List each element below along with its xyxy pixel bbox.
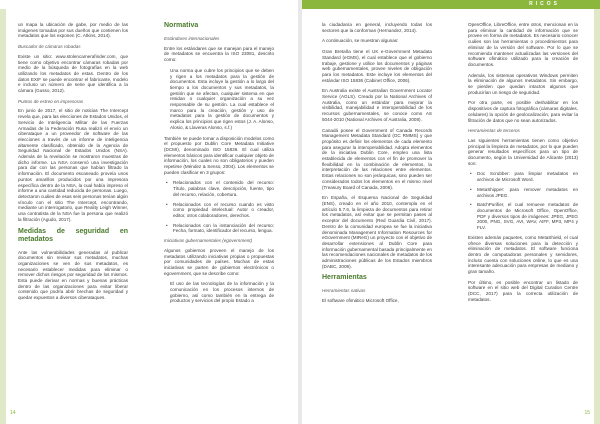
section-title: Normativa [164, 22, 199, 29]
column-1 [18, 22, 128, 306]
list-item: • MetaShipper: para remover metadatos en archivos JPEG. [468, 187, 578, 198]
paragraph: También se puede tomar a disposición modelos como el propuesto por Dublin Core Metadata Initiative (DCMI), denominado ISO 15836. El cual utiliza elementos básicos para identificar cualquier objeto de información, los cuales no son obligatorios y pueden repetirse (Méndez & Senso, 2004). Los elementos se pueden clasificar en 3 grupos: [164, 135, 274, 175]
paragraph: Además, los sistemas operativos Windows permiten la eliminación de algunos metadatos. Sin embargo, se pierden que quedan intactos algunos que producirían un riesgo de seguridad. [468, 72, 578, 95]
paragraph: un mapa la ubicación de gabe, por medio de las imágenes tomadas por sus dueños que contienen los metadatos que los exponen (C. Atkins, 2014). [18, 22, 128, 39]
subheading: Estándares internacionales [164, 36, 220, 41]
list-item: • Relacionados con el contenido del recurso: Título, palabras clave, descripción, fuente, tipo del recurso, relación, cobertura. [164, 180, 274, 197]
paragraph: En Australia existe el Australian Government Locator Service (AGLS). Creado por la National Archives of Australia, como un estándar para mejorar la visibilidad, manejabilidad e interoperabilidad de los recursos gubernamentales, se conoce como AS 5044-2010 (National Archives of Australia, 2008). [322, 88, 432, 122]
list-item: • Doc Scrubber: para limpiar metadatos en archivos de Microsoft Word. [468, 171, 578, 182]
paragraph: Canadá posee el Government of Canada Records Management Metadata Standard (GC RMMS) y que propósito es definir los elementos de cada elemento para asegurar la interoperabilidad. Adopta elementos de la iniciativa Dublin Core, empleo una lista establecida de elementos con el fin de promover la flexibilidad en la combinación de elementos, la interpretación de las relaciones entre elementos. Estas relaciones no son jerárquicas, sino pueden ser considerados todos los elementos en el mismo nivel (Treasury Board of Canada, 2006). [322, 127, 432, 190]
paragraph: Por último, es posible encontrar un listado de software en el sitio web del Digital Curation Centre (DCC, 2017) para la correcta utilización de metadatos. [468, 279, 578, 302]
subheading: Buscador de cámaras robadas [18, 44, 81, 50]
section-title: Medidas de seguridad en metadatos [18, 227, 128, 243]
header-left-segment [0, 0, 298, 9]
column-4 [468, 22, 578, 308]
paragraph: Las siguientes herramientas tienen como objetivo principal la limpieza de metadatos, por lo que pueden generar resultados específicos para un tipo de documento, según la Universidad de Alicante (2013) son: [468, 137, 578, 166]
paragraph: El software ofimático Microsoft Office, [322, 298, 399, 304]
page-gutter [298, 0, 302, 424]
subheading: Iniciativas gubernamentales (egovernment) [164, 238, 253, 244]
section-title: Herramientas [322, 274, 367, 282]
paragraph: Existen además paquetes, como MetaShield, el cual ofrece diversas soluciones para la detección y eliminación de metadatos. El software funciona dentro de computadoras personales y servidores, incluso cuenta con soluciones online, lo que es una interesante adecuación para empresas de mediano y gran tamaño. [468, 234, 578, 275]
paragraph: Algunos gobiernos proveen el manejo de los metadatos utilizando iniciativas propias o propuestas por comunidades de países. Muchas de estas iniciativas se parten de gobiernos electrónicos o egovernment, que se describe como: [164, 247, 274, 276]
block-quote: El uso de las tecnologías de la información y la comunicación en los procesos internos de gobierno, así como también en la entrega de productos y servicios del propio Estado a [170, 281, 274, 304]
list-item: • Relacionados con la instanciación del recurso: Fecha, formato, identificador del recurso, lengua. [164, 223, 274, 234]
list-item: • Relacionados con el recurso cuando es visto como propiedad intelectual: Autor o creador, editor, otros colaboradores, derechos. [164, 202, 274, 219]
page-number-right: 15 [584, 410, 590, 416]
list-item: • BatchPurifier, el cual remueve metadatos de documentos de Microsoft Office, OpenOffice, PDF y diversos tipos de imágenes: JPEG, JPEG 2000, PNG, SVG, AVI, WAV, AIFF, MP3, MP4 y FLV. [468, 202, 578, 231]
paragraph: Ante las vulnerabilidades generadas al publicar documentos sin revisar sus metadatos, muchas organizaciones se ven de sus metadatos, es necesario establecer medidas para eliminar o remover dichos riesgos por seguridad de los mismos. Esta puede derivar en normas y buenas prácticas dentro de las organizaciones para evitar liberar contenido que podría abrir brechas de seguridad y quedar expuestos a diversos ciberataques. [18, 249, 128, 301]
subheading: Herramientas de terceros [468, 128, 520, 134]
column-3 [322, 22, 432, 309]
paragraph: Gran Bretaña tiene el UK e-Government Metadata Standard (eGMS), el cual establece que el gobierno trabaje, gestione y utilice los documentos y páginas web gubernamentales, provee niveles de obligación para los metadatos. Este incluye los elementos del estándar ISO 15836 (Cabinet Office, 2006). [322, 49, 432, 83]
paragraph: la ciudadanía en general, incluyendo todas los sectores que la conforman (Hernandez, 2014). [322, 22, 432, 33]
paragraph: Por otra parte, es posible deshabilitar en los dispositivos de captura fotográfica (cámaras digitales, celulares) la opción de geolocalización, para evitar la filtración de datos que no sean autorizados. [468, 100, 578, 123]
subheading: Herramientas nativas [322, 288, 366, 294]
page-number-left: 14 [10, 410, 16, 416]
right-margin-band [594, 9, 600, 424]
column-2 [164, 22, 274, 309]
paragraph: A continuación, se muestran algunas: [322, 38, 399, 44]
subheading: Puntos de estreo en impresoras [18, 98, 84, 104]
section-header-label: RICOS [529, 1, 560, 7]
paragraph: OpenOffice, LibreOffice, entre otros, mencionan en la para eliminar la cantidad de información que se provee en forma de metadatos. Es necesario conocer cuáles son las herramientas o procedimientos para eliminar de la versión del software. Por lo que se recomienda mantener actualizadas las versiones del software ofimático utilizado para la creación de documentos. [468, 22, 578, 67]
paragraph: En España, el Esquema Nacional de Seguridad (ENS), creado en el año 2010, contempla en el artículo 5.7.6, la limpieza de documentos para retirar los metadatos, así evitar que se permitan pases al exceptor del documento (Red Guardia Civil, 2017). Dentro de la comunidad europea se fue la iniciativa denominada Management Information Resources for eGovernment (MIReG) un proyecto con el objetivo de desarrollar extensiones al Dublin Core para información gubernamental basada principalmente en las recomendaciones nacionales de metadatos de los administraciones públicas de los Estados miembros (DABC, 2009). [322, 195, 432, 269]
left-margin-band [0, 9, 6, 424]
paragraph: En junio de 2017, el sitio de noticias The Intercept revela que, para las elecciones de Estados Unidos, el Servicio de Inteligencia Militar de las Fuerzas Armadas de la Federación Rusa realizó el envío un ciberataque a un proveedor de software de las elecciones a través de un informe de inteligencia altamente clasificado, obtenido de la Agencia de Seguridad Nacional de Estados Unidos (NSA). Además de la revelación se mostraron muestras de dicho informe. La NSA conservó una investigación para dar con las personas que habían filtrado la información. El documento escaneado proveía unos puntos amarillos producidos por una impresora específica dentro de la NSA, la cual había impreso el informe a una cantidad reducida de personas. Luego, detectaron cuáles de esas seis personas tenían algún vínculo con el sitio The Intercept, encontrando, mediante un interrogatorio, que Reality Leigh Winner, una contratista de la NSA fue la persona que realizó la filtración (Agudo, 2017). [18, 108, 128, 222]
paragraph: Existe un sitio: www.stolencamerafinder.com, que tiene como objetivo encontrar cámaras robadas por medio de la búsqueda de fotografías en la web utilizando los metadatos de estas. Dentro de los datos EXIF se puede encontrar el fabricante, modelo e incluso un número de serie que identifica a la cámara (Gusso, 2012). [18, 53, 128, 94]
block-quote: Una norma que cubre los principios que se deben y rigen a los metadatos para la gestión de documentos. Esta incluye la gestión a lo largo del tiempo a los documentos y sus metadatos, la gestión que se afectan, cualquier sistema en que residan o cualquier organización a su vez responsable de su gestión. La cual establece el marco para la creación, gestión y uso de metadatos para la gestión de documentos y explica los principios que rigen estos (J. A. Alonso, Alosio, & Llaveras Alonso, s.f.) [170, 67, 274, 130]
paragraph: Entre los estándares que se manejan para el manejo de metadatos se encuentra la ISO 23081, descrito como: [164, 45, 274, 63]
